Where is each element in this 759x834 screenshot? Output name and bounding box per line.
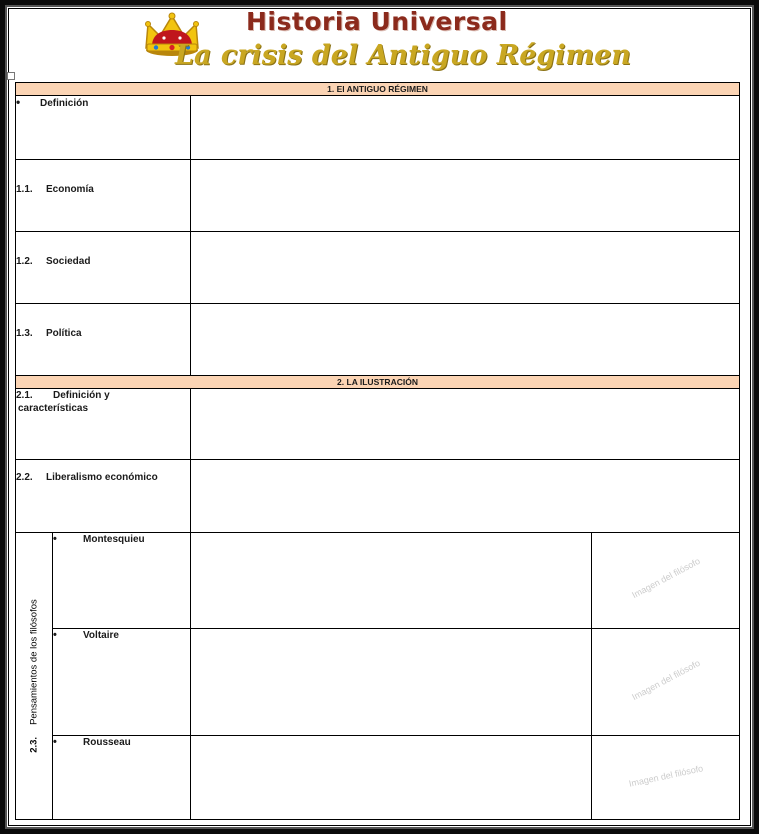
document-title: Historia Universal [246, 7, 508, 36]
bullet-icon: • [53, 628, 57, 641]
bullet-icon: • [53, 735, 57, 748]
answer-cell[interactable] [191, 96, 740, 160]
philosopher-name: Voltaire [83, 629, 119, 641]
row-label-text: Sociedad [46, 256, 91, 268]
philosophers-block-label [16, 532, 53, 819]
philosopher-name: Rousseau [83, 736, 131, 748]
image-placeholder[interactable] [592, 532, 740, 628]
section-title: 2. LA ILUSTRACIÓN [16, 376, 740, 389]
row-number: 1.1. [16, 184, 33, 196]
table-row [16, 532, 740, 628]
row-number: 1.3. [16, 328, 33, 340]
image-placeholder-text: Imagen del filósofo [629, 657, 702, 702]
row-label-text: Liberalismo económico [46, 472, 158, 484]
section-header-antiguo-regimen [16, 83, 740, 96]
answer-cell[interactable] [191, 389, 740, 460]
image-placeholder[interactable] [592, 628, 740, 735]
row-label-text: Definición [40, 98, 89, 110]
table-row [16, 389, 740, 460]
row-label-text: Definición y [53, 390, 110, 402]
row-label-sociedad [16, 232, 191, 304]
row-label-text: Pensamientos de los filósofos [28, 599, 40, 725]
answer-cell[interactable] [191, 628, 592, 735]
section-header-ilustracion [16, 376, 740, 389]
philosopher-montesquieu [53, 532, 191, 628]
table-row [16, 735, 740, 819]
answer-cell[interactable] [191, 232, 740, 304]
answer-cell[interactable] [191, 460, 740, 532]
row-label-text: Política [46, 328, 82, 340]
bullet-icon: • [53, 532, 57, 545]
row-number: 1.2. [16, 256, 33, 268]
row-label-politica [16, 304, 191, 376]
worksheet-table [15, 82, 740, 820]
answer-cell[interactable] [191, 160, 740, 232]
image-placeholder-text: Imagen del filósofo [627, 763, 704, 789]
table-row [16, 232, 740, 304]
answer-cell[interactable] [191, 532, 592, 628]
answer-cell[interactable] [191, 735, 592, 819]
image-placeholder[interactable] [592, 735, 740, 819]
table-row [16, 160, 740, 232]
table-row [16, 460, 740, 532]
table-row [16, 628, 740, 735]
answer-cell[interactable] [191, 304, 740, 376]
image-placeholder-text: Imagen del filósofo [629, 556, 702, 601]
philosopher-rousseau [53, 735, 191, 819]
row-label-text: Economía [46, 184, 94, 196]
table-row [16, 96, 740, 160]
row-number: 2.3. [28, 736, 40, 753]
philosopher-voltaire [53, 628, 191, 735]
row-label-definicion-caracteristicas [16, 389, 191, 460]
row-label-definicion [16, 96, 191, 160]
document-subtitle: La crisis del Antiguo Régimen [175, 40, 631, 71]
bullet-icon: • [16, 95, 21, 110]
row-label-economia [16, 160, 191, 232]
table-move-handle[interactable] [7, 72, 15, 80]
table-row [16, 304, 740, 376]
row-number: 2.1. [16, 390, 33, 402]
section-title: 1. El ANTIGUO RÉGIMEN [16, 83, 740, 96]
row-label-text-cont: características [18, 403, 89, 415]
philosopher-name: Montesquieu [83, 533, 145, 545]
row-label-liberalismo [16, 460, 191, 532]
row-number: 2.2. [16, 472, 33, 484]
